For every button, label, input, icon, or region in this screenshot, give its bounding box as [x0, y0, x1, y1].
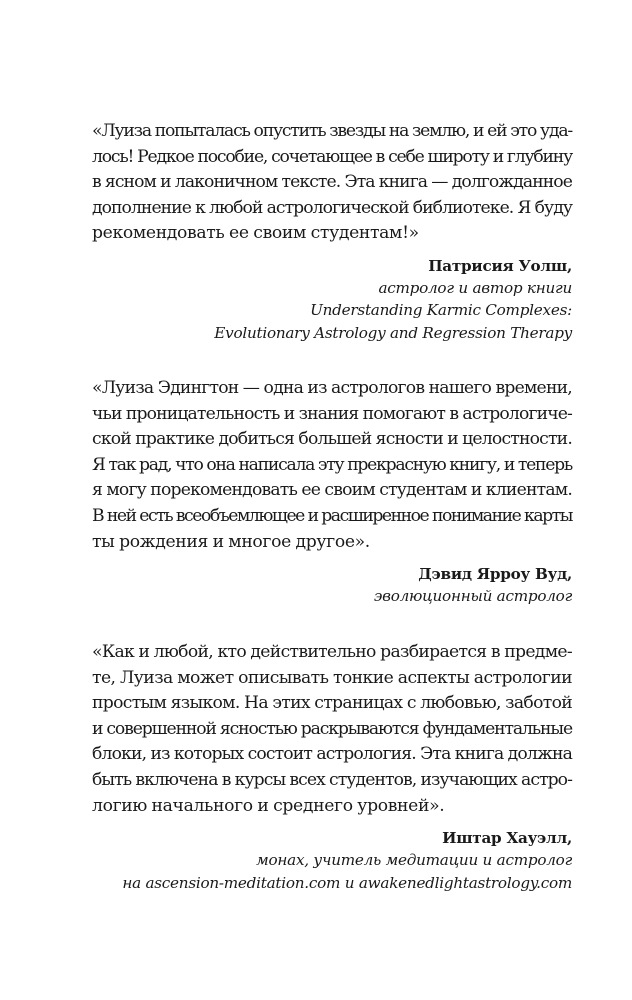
- author-websites: на ascension-meditation.com и awakenedlightastrology.com: [122, 873, 572, 892]
- attribution: [92, 255, 572, 344]
- attribution: [92, 563, 572, 607]
- author-book-title: Understanding Karmic Complexes:: [310, 301, 572, 320]
- quote-text: [92, 119, 572, 247]
- quote-line: ты рождения и многое другое».: [92, 531, 370, 552]
- quote-line: В ней есть всеобъемлющее и расширенное понимание карты: [92, 505, 572, 526]
- author-name: Иштар Хауэлл,: [442, 829, 572, 848]
- quote-line: быть включена в курсы всех студентов, изучающих астро-: [92, 769, 572, 790]
- quote-line: дополнение к любой астрологической библиотеке. Я буду: [92, 197, 572, 218]
- quote-line: логию начального и среднего уровней».: [92, 795, 445, 816]
- quote-line: те, Луиза может описывать тонкие аспекты астрологии: [92, 667, 572, 688]
- testimonial-ishtar-howell: [92, 640, 572, 894]
- attribution: [92, 827, 572, 894]
- quote-text: [92, 376, 572, 555]
- quote-line: ской практике добиться большей ясности и целостности.: [92, 429, 572, 450]
- quote-line: в ясном и лаконичном тексте. Эта книга — долгожданное: [92, 172, 572, 193]
- quote-line: Я так рад, что она написала эту прекрасную книгу, и теперь: [92, 454, 572, 475]
- author-role: монах, учитель медитации и астролог: [256, 851, 572, 870]
- quote-line: простым языком. На этих страницах с любовью, заботой: [92, 693, 572, 714]
- author-name: Дэвид Ярроу Вуд,: [418, 565, 572, 584]
- testimonial-patricia-walsh: [92, 119, 572, 344]
- author-role: астролог и автор книги: [378, 279, 572, 298]
- quote-line: рекомендовать ее своим студентам!»: [92, 223, 419, 244]
- author-role: эволюционный астролог: [373, 587, 572, 606]
- quote-line: лось! Редкое пособие, сочетающее в себе широту и глубину: [92, 146, 572, 167]
- quote-line: «Луиза попыталась опустить звезды на землю, и ей это уда-: [92, 121, 572, 141]
- author-name: Патрисия Уолш,: [428, 256, 572, 275]
- testimonial-david-yarrow-wood: [92, 376, 572, 608]
- quote-line: и совершенной ясностью раскрываются фундаментальные: [92, 718, 572, 739]
- quote-line: «Как и любой, кто действительно разбирается в предме-: [92, 642, 572, 662]
- quote-text: [92, 640, 572, 819]
- quote-line: «Луиза Эдингтон — одна из астрологов нашего времени,: [92, 378, 572, 398]
- quote-line: я могу порекомендовать ее своим студентам и клиентам.: [92, 480, 572, 501]
- quote-line: чьи проницательность и знания помогают в астрологиче-: [92, 403, 572, 424]
- quote-line: блоки, из которых состоит астрология. Эта книга должна: [92, 744, 572, 765]
- author-book-subtitle: Evolutionary Astrology and Regression Therapy: [214, 323, 572, 342]
